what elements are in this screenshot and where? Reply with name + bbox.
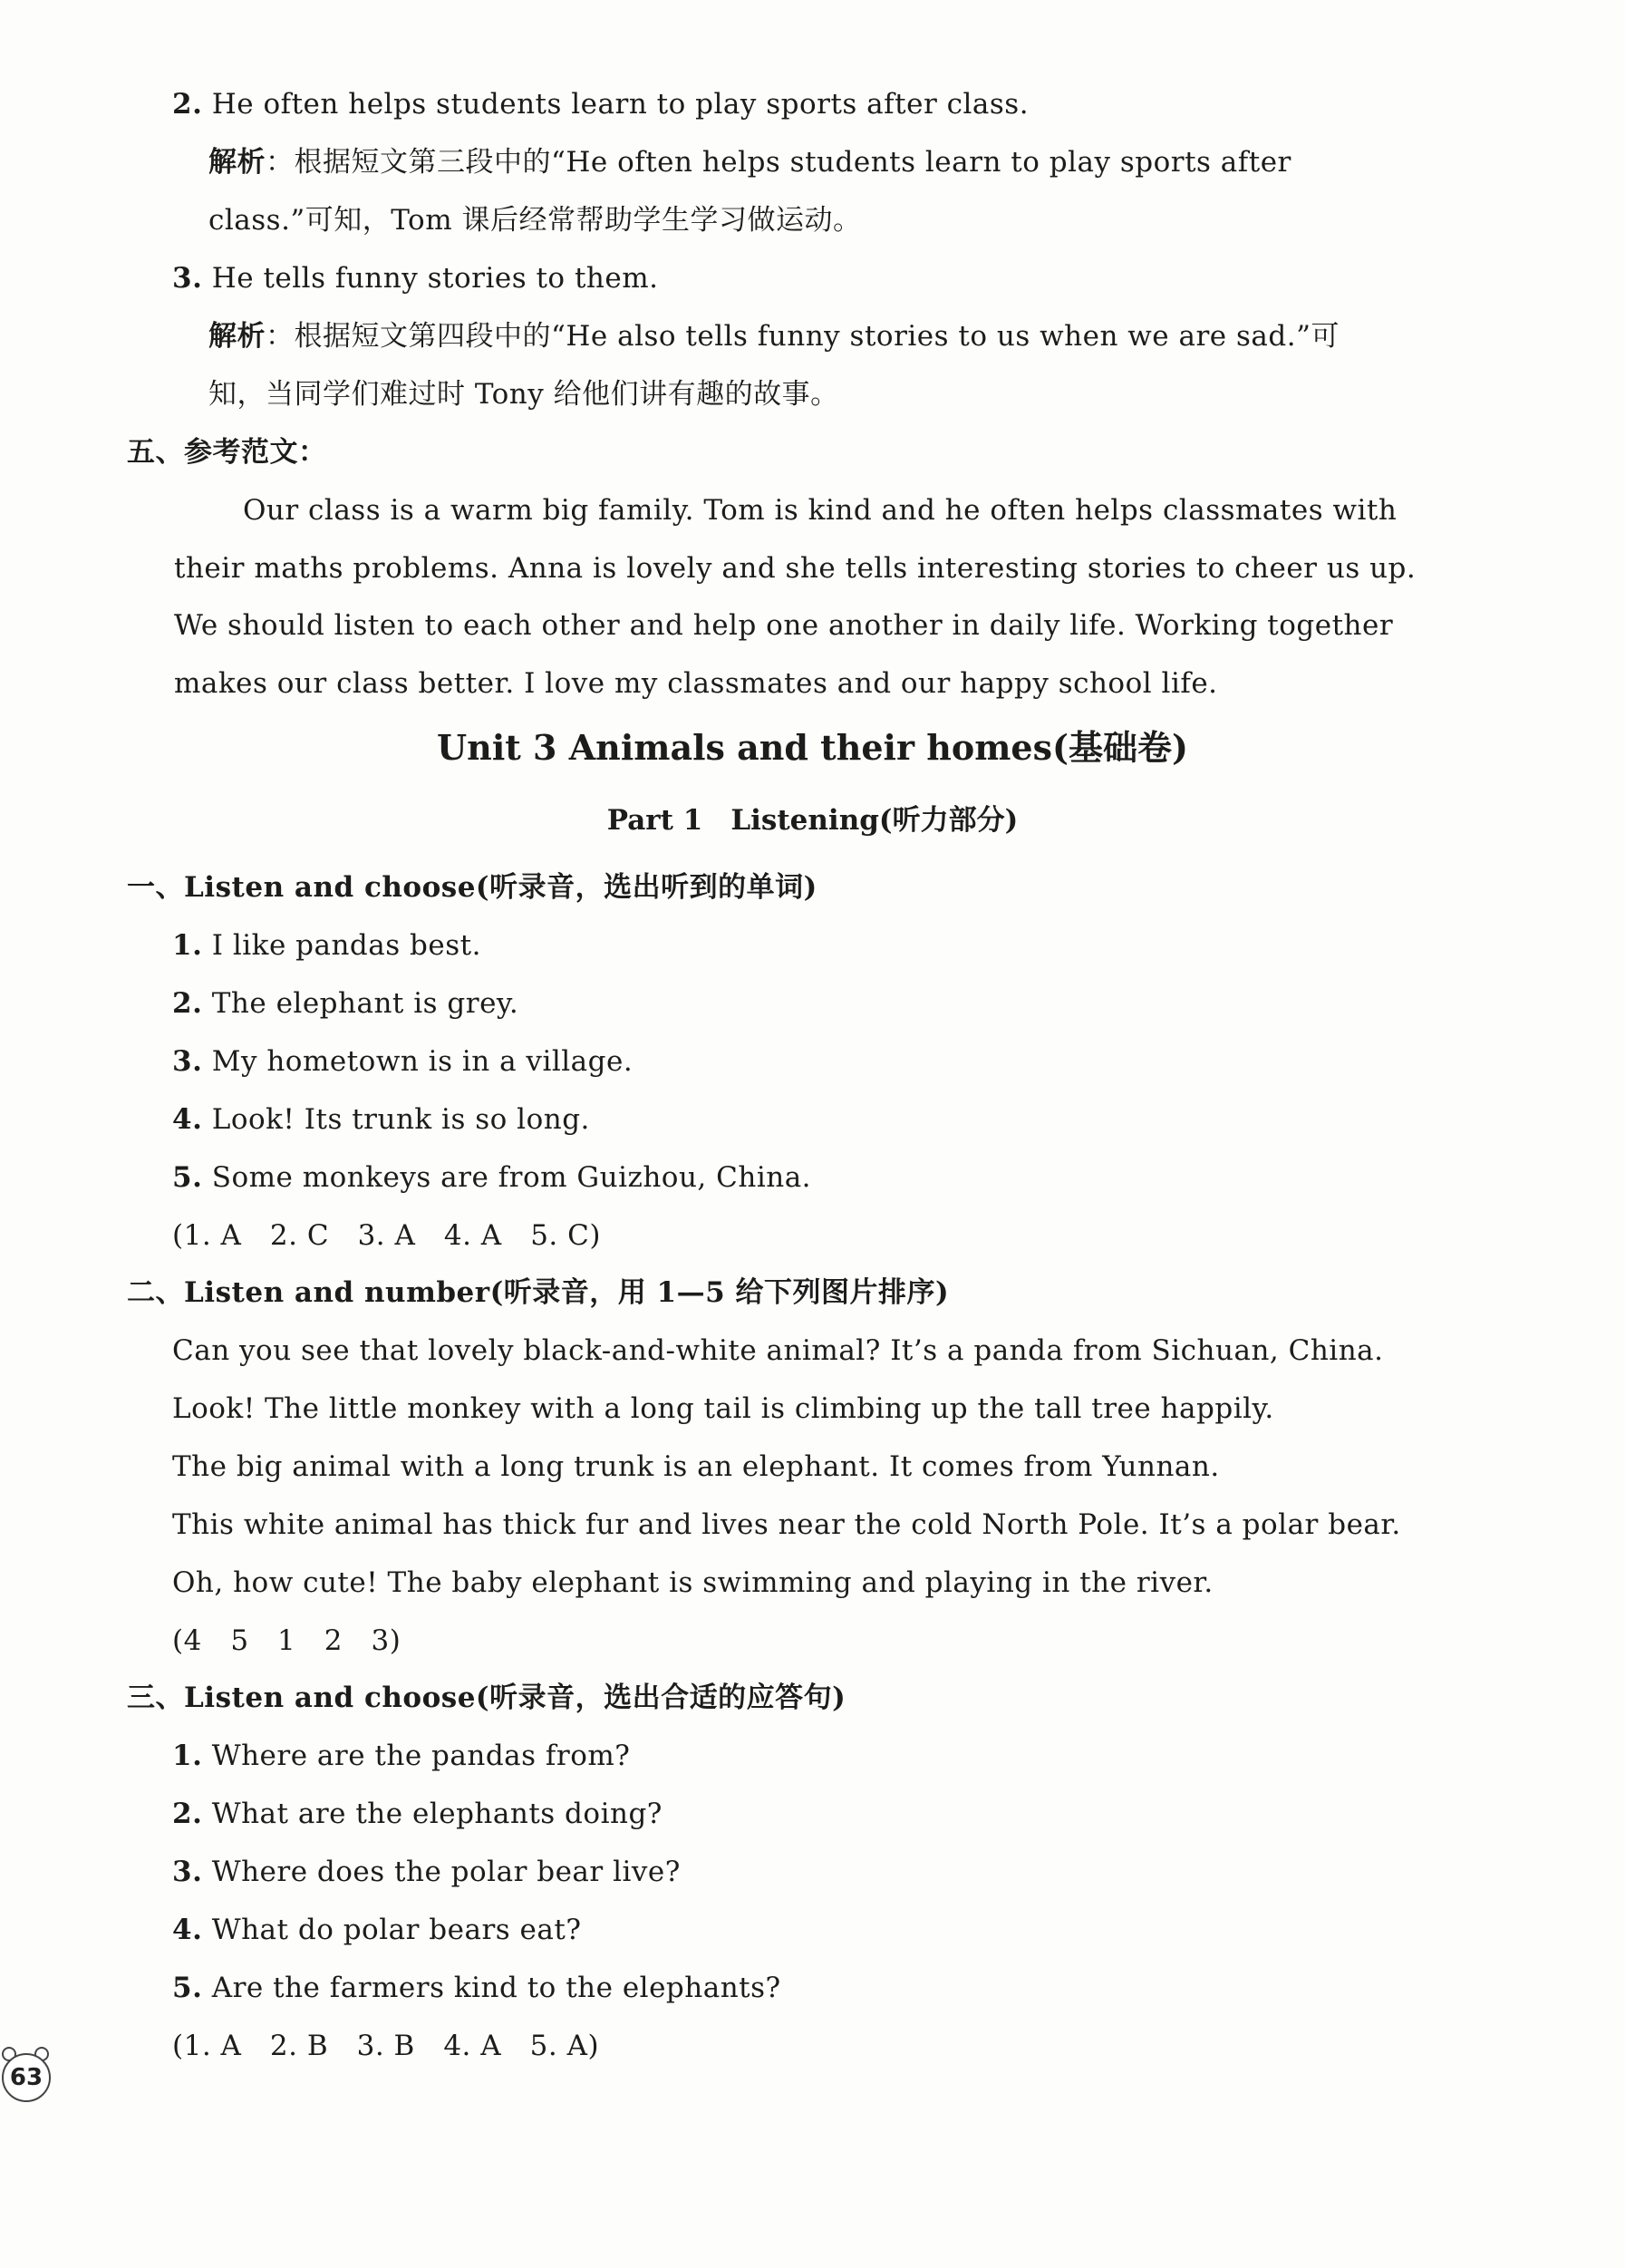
section-1-heading: 一、Listen and choose(听录音，选出听到的单词) [127, 871, 817, 904]
analysis-tag: 解析 [208, 146, 266, 179]
essay-line-3: We should listen to each other and help one another in daily life. Working together [174, 609, 1394, 642]
item-number: 4. [172, 1914, 203, 1946]
item-text: My hometown is in a village. [202, 1045, 634, 1078]
question-number: 3. [172, 262, 203, 295]
section-5-heading: 五、参考范文： [127, 436, 327, 469]
question-text: He often helps students learn to play sports after class. [202, 88, 1030, 121]
list-item [172, 987, 519, 1020]
item-number: 4. [172, 1103, 203, 1136]
item-number: 1. [172, 929, 203, 962]
transcript-line: The big animal with a long trunk is an elephant. It comes from Yunnan. [172, 1450, 1220, 1483]
essay-line-2: their maths problems. Anna is lovely and she tells interesting stories to cheer us up. [174, 552, 1417, 585]
item-text: What do polar bears eat? [202, 1914, 582, 1946]
item-text: The elephant is grey. [202, 987, 519, 1020]
question-3 [172, 262, 659, 295]
answer-key: (4 5 1 2 3) [172, 1624, 401, 1657]
item-text: Some monkeys are from Guizhou, China. [202, 1161, 812, 1194]
list-item [172, 1800, 663, 1828]
list-item [172, 1742, 630, 1770]
item-text: Where are the pandas from? [202, 1740, 631, 1772]
essay-line-4: makes our class better. I love my classmates and our happy school life. [174, 667, 1218, 700]
item-number: 5. [172, 1161, 203, 1194]
section-2-heading: 二、Listen and number(听录音，用 1—5 给下列图片排序) [127, 1276, 950, 1309]
item-text: Are the farmers kind to the elephants? [202, 1972, 781, 2004]
item-number: 3. [172, 1045, 203, 1078]
item-text: What are the elephants doing? [202, 1798, 663, 1830]
list-item [172, 1974, 781, 2002]
item-text: Where does the polar bear live? [202, 1856, 681, 1888]
item-text: I like pandas best. [202, 929, 481, 962]
item-number: 3. [172, 1856, 203, 1888]
item-number: 2. [172, 1798, 203, 1830]
analysis-2-line-2: class.”可知，Tom 课后经常帮助学生学习做运动。 [208, 204, 862, 237]
unit-title: Unit 3 Animals and their homes(基础卷) [437, 727, 1188, 768]
list-item [172, 1916, 581, 1944]
transcript-line: Look! The little monkey with a long tail is climbing up the tall tree happily. [172, 1392, 1274, 1425]
item-text: Look! Its trunk is so long. [202, 1103, 590, 1136]
analysis-3-line-2: 知，当同学们难过时 Tony 给他们讲有趣的故事。 [208, 378, 839, 411]
answer-key: (1. A 2. C 3. A 4. A 5. C) [172, 1219, 601, 1252]
list-item [172, 1161, 812, 1194]
list-item [172, 1045, 634, 1078]
list-item [172, 1858, 681, 1886]
page-number: 63 [2, 2053, 51, 2102]
essay-line-1: Our class is a warm big family. Tom is kind and he often helps classmates with [243, 494, 1398, 527]
list-item [172, 929, 481, 962]
list-item [172, 1103, 590, 1136]
transcript-line: This white animal has thick fur and lives near the cold North Pole. It’s a polar bear. [172, 1508, 1401, 1541]
item-number: 5. [172, 1972, 203, 2004]
question-number: 2. [172, 88, 203, 121]
part-title: Part 1 Listening(听力部分) [606, 804, 1019, 837]
transcript-line: Oh, how cute! The baby elephant is swimming and playing in the river. [172, 1566, 1214, 1599]
question-text: He tells funny stories to them. [202, 262, 659, 295]
analysis-tag: 解析 [208, 320, 266, 353]
analysis-text: ：根据短文第四段中的“He also tells funny stories to us when we are sad.”可 [266, 320, 1340, 353]
transcript-line: Can you see that lovely black-and-white animal? It’s a panda from Sichuan, China. [172, 1334, 1384, 1367]
analysis-3-line-1 [208, 320, 1340, 353]
item-number: 2. [172, 987, 203, 1020]
answer-key: (1. A 2. B 3. B 4. A 5. A) [172, 2030, 600, 2062]
question-2 [172, 88, 1030, 121]
item-number: 1. [172, 1740, 203, 1772]
analysis-2-line-1 [208, 146, 1291, 179]
section-3-heading: 三、Listen and choose(听录音，选出合适的应答句) [127, 1682, 846, 1714]
analysis-text: ：根据短文第三段中的“He often helps students learn to play sports after [266, 146, 1291, 179]
